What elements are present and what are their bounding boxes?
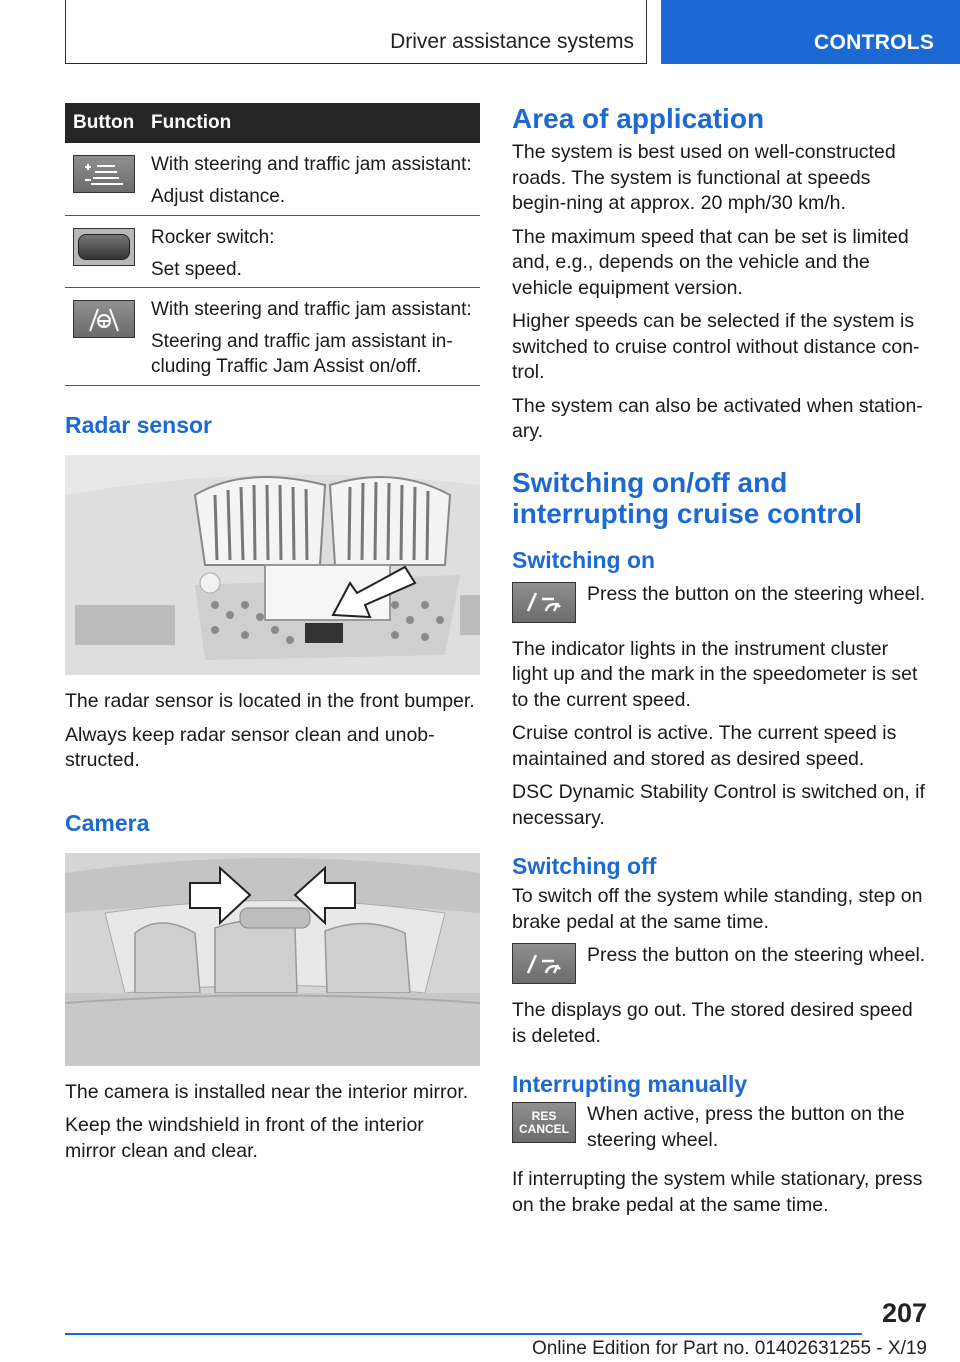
area-text-3: Higher speeds can be selected if the system is switched to cruise control without distance con-trol. bbox=[512, 310, 920, 383]
switch-on-text-1: The indicator lights in the instrument cluster light up and the mark in the speedometer is set to the current speed. bbox=[512, 637, 918, 711]
right-column bbox=[512, 103, 928, 1226]
area-heading: Area of application bbox=[512, 103, 765, 134]
res-label: RES bbox=[531, 1108, 557, 1123]
cruise-control-button-icon bbox=[512, 943, 576, 984]
row-line: With steering and traffic jam assistant: bbox=[151, 299, 472, 320]
interrupt-instruction bbox=[512, 1102, 928, 1153]
switch-off-icon-text: Press the button on the steering wheel. bbox=[587, 944, 926, 966]
radar-text-1: The radar sensor is located in the front bumper. bbox=[65, 690, 475, 712]
radar-sensor-image bbox=[65, 455, 480, 675]
table-header bbox=[65, 103, 480, 143]
switching-heading: Switching on/off and interrupting cruise control bbox=[512, 466, 863, 529]
row-line: Steering and traffic jam assistant in-cluding Traffic Jam Assist on/off. bbox=[151, 331, 453, 377]
radar-text-2: Always keep radar sensor clean and unob-structed. bbox=[65, 723, 435, 771]
switch-on-icon-text: Press the button on the steering wheel. bbox=[587, 582, 926, 605]
area-text-2: The maximum speed that can be set is limited and, e.g., depends on the vehicle and the vehicle equipment version. bbox=[512, 225, 909, 299]
table-row bbox=[65, 143, 480, 216]
cruise-control-button-icon bbox=[512, 582, 576, 623]
footer-divider bbox=[65, 1333, 862, 1335]
interrupt-icon-text: When active, press the button on the steering wheel. bbox=[587, 1103, 905, 1151]
row-line: With steering and traffic jam assistant: bbox=[151, 154, 472, 175]
tab-controls-label: CONTROLS bbox=[814, 31, 935, 54]
area-text-1: The system is best used on well-constructed roads. The system is functional at speeds begin-ning at approx. 20 mph/30 km/h. bbox=[512, 141, 896, 214]
radar-sensor-heading: Radar sensor bbox=[65, 412, 213, 438]
switch-off-text-1: To switch off the system while standing, step on brake pedal at the same time. bbox=[512, 885, 923, 933]
button-function-table bbox=[65, 103, 480, 386]
table-row bbox=[65, 216, 480, 288]
camera-text-1: The camera is installed near the interior mirror. bbox=[65, 1080, 469, 1103]
footer-edition: Online Edition for Part no. 01402631255 - X/19 bbox=[531, 1338, 927, 1359]
distance-icon bbox=[73, 155, 135, 193]
switch-on-text-3: DSC Dynamic Stability Control is switched on, if necessary. bbox=[512, 781, 925, 829]
section-title: Driver assistance systems bbox=[390, 30, 634, 53]
switch-on-text-2: Cruise control is active. The current speed is maintained and stored as desired speed. bbox=[512, 722, 897, 770]
interrupt-text-1: If interrupting the system while stationary, press on the brake pedal at the same time. bbox=[512, 1168, 923, 1216]
row-line: Adjust distance. bbox=[151, 186, 286, 207]
col-function-header: Function bbox=[151, 112, 232, 133]
page-number: 207 bbox=[881, 1298, 927, 1328]
row-line: Set speed. bbox=[151, 259, 242, 280]
left-column bbox=[65, 103, 480, 1172]
switching-on-heading: Switching on bbox=[512, 546, 656, 573]
rocker-switch-icon bbox=[73, 228, 135, 266]
camera-text-2: Keep the windshield in front of the interior mirror clean and clear. bbox=[65, 1114, 424, 1162]
switching-off-heading: Switching off bbox=[512, 853, 657, 879]
res-cancel-button-icon bbox=[512, 1102, 576, 1143]
row-line: Rocker switch: bbox=[151, 227, 275, 248]
switch-on-instruction bbox=[512, 582, 928, 623]
camera-image bbox=[65, 853, 480, 1066]
camera-heading: Camera bbox=[65, 809, 150, 836]
col-button-header: Button bbox=[73, 112, 135, 133]
table-row bbox=[65, 288, 480, 386]
switch-off-text-2: The displays go out. The stored desired speed is deleted. bbox=[512, 999, 913, 1047]
switch-off-instruction bbox=[512, 943, 928, 984]
cancel-label: CANCEL bbox=[519, 1121, 569, 1136]
interrupting-heading: Interrupting manually bbox=[512, 1071, 748, 1097]
steering-assistant-icon bbox=[73, 300, 135, 338]
tab-controls[interactable] bbox=[661, 0, 960, 64]
area-text-4: The system can also be activated when station-ary. bbox=[512, 394, 923, 442]
